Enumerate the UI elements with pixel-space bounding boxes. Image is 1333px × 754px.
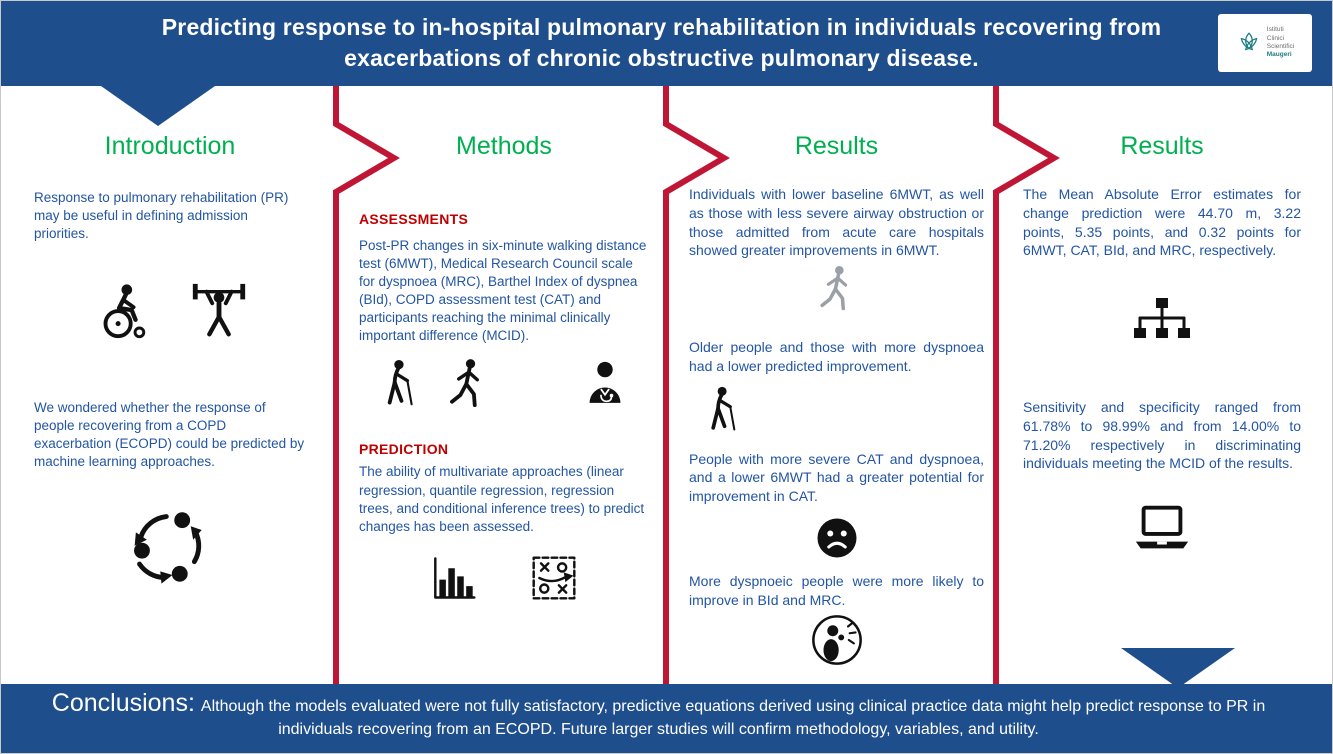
intro-paragraph-2: We wondered whether the response of people recovering from a COPD exacerbation (ECOPD) could be predicted by machine learning approaches. xyxy=(34,400,305,470)
logo-line: Maugeri xyxy=(1266,51,1292,59)
results1-elderly-row xyxy=(689,384,984,436)
results2-tree-row xyxy=(1023,294,1301,358)
intro-paragraph-1: Response to pulmonary rehabilitation (PR) may be useful in defining admission priorities. xyxy=(34,190,289,242)
intro-icons-row xyxy=(34,281,306,343)
footer-down-chevron xyxy=(1121,648,1235,688)
methods-paragraph-1: Post-PR changes in six-minute walking distance test (6MWT), Medical Research Council scale for dyspnoea (MRC), Barthel Index of dyspnea (BId), COPD assessment test (CAT) and participants reaching the minimal clinically important difference (MCID). xyxy=(359,238,647,344)
intro-cycle-row xyxy=(34,508,306,586)
results1-paragraph-1: Individuals with lower baseline 6MWT, as well as those with less severe airway obstruction or those admitted from acute care hospitals showed greater improvements in 6MWT. xyxy=(689,186,984,259)
column-results-1 xyxy=(689,86,984,667)
laptop-icon xyxy=(1131,499,1193,561)
logo-line: Istituti xyxy=(1266,26,1284,34)
walking-icon xyxy=(441,357,495,411)
results2-paragraph-1: The Mean Absolute Error estimates for change prediction were 44.70 m, 3.22 points, 5.35 points, and 0.32 points for 6MWT, CAT, BId, and MRC, respectively. xyxy=(1023,186,1301,259)
results1-paragraph-3: People with more severe CAT and dyspnoea, and a lower 6MWT had a greater potential for improvement in CAT. xyxy=(689,450,984,504)
methods-icons-row xyxy=(359,357,649,411)
results2-paragraph-2: Sensitivity and specificity ranged from 61.78% to 98.99% and from 14.00% to 71.20% respectively in discriminating individuals meeting the MCID of the results. xyxy=(1023,399,1301,472)
column-results-2 xyxy=(1023,86,1301,561)
logo-line: Scientifici xyxy=(1266,43,1295,50)
results1-walk-row xyxy=(689,264,984,314)
bar-chart-icon xyxy=(428,552,480,604)
doctor-icon xyxy=(579,359,631,411)
walking-gray-icon xyxy=(812,264,862,314)
cycle-icon xyxy=(131,508,209,586)
logo-line: Clinici xyxy=(1266,34,1285,42)
results1-sad-row xyxy=(689,514,984,562)
conclusions-text: Although the models evaluated were not fully satisfactory, predictive equations derived using clinical practice data might help predict response to PR in individuals recovering from an ECOPD. Future larger studies will confirm methodology, variables, and utility. xyxy=(200,698,1266,738)
results2-laptop-row xyxy=(1023,499,1301,561)
methods-icons-row-2 xyxy=(359,552,649,604)
poster-title-line1: Predicting response to in-hospital pulmonary rehabilitation in individuals recovering from xyxy=(161,14,1162,40)
results1-paragraph-4: More dyspnoeic people were more likely to improve in BId and MRC. xyxy=(689,572,984,608)
conclusions-bar xyxy=(1,684,1332,753)
methods-heading: Methods xyxy=(456,132,552,160)
prediction-grid-icon xyxy=(528,552,580,604)
elderly-walking-icon xyxy=(701,384,753,436)
column-methods xyxy=(359,86,649,604)
introduction-heading: Introduction xyxy=(104,132,236,160)
conclusions-text-block xyxy=(31,687,1286,740)
hierarchy-icon xyxy=(1130,294,1194,358)
poster-title-line2: exacerbations of chronic obstructive pulmonary disease. xyxy=(344,44,979,71)
assessments-label: ASSESSMENTS xyxy=(359,211,469,227)
maugeri-logo xyxy=(1218,14,1312,72)
methods-paragraph-2: The ability of multivariate approaches (linear regression, quantile regression, regression trees, and conditional inference trees) to predict changes has been assessed. xyxy=(359,464,645,534)
results1-paragraph-2: Older people and those with more dyspnoea had a lower predicted improvement. xyxy=(689,339,984,374)
maugeri-flower-icon xyxy=(1236,30,1262,56)
results2-heading: Results xyxy=(1120,132,1204,160)
maugeri-logo-text xyxy=(1267,26,1294,60)
cough-icon xyxy=(810,613,864,667)
weightlifter-icon xyxy=(188,281,250,343)
results1-cough-row xyxy=(689,613,984,667)
prediction-label: PREDICTION xyxy=(359,441,449,458)
header-bar xyxy=(1,1,1332,86)
elderly-walking-icon xyxy=(377,357,431,411)
conclusions-label: Conclusions: xyxy=(51,689,195,717)
results1-heading: Results xyxy=(794,132,879,160)
sad-face-icon xyxy=(813,514,861,562)
column-introduction xyxy=(34,86,306,586)
wheelchair-icon xyxy=(90,281,152,343)
